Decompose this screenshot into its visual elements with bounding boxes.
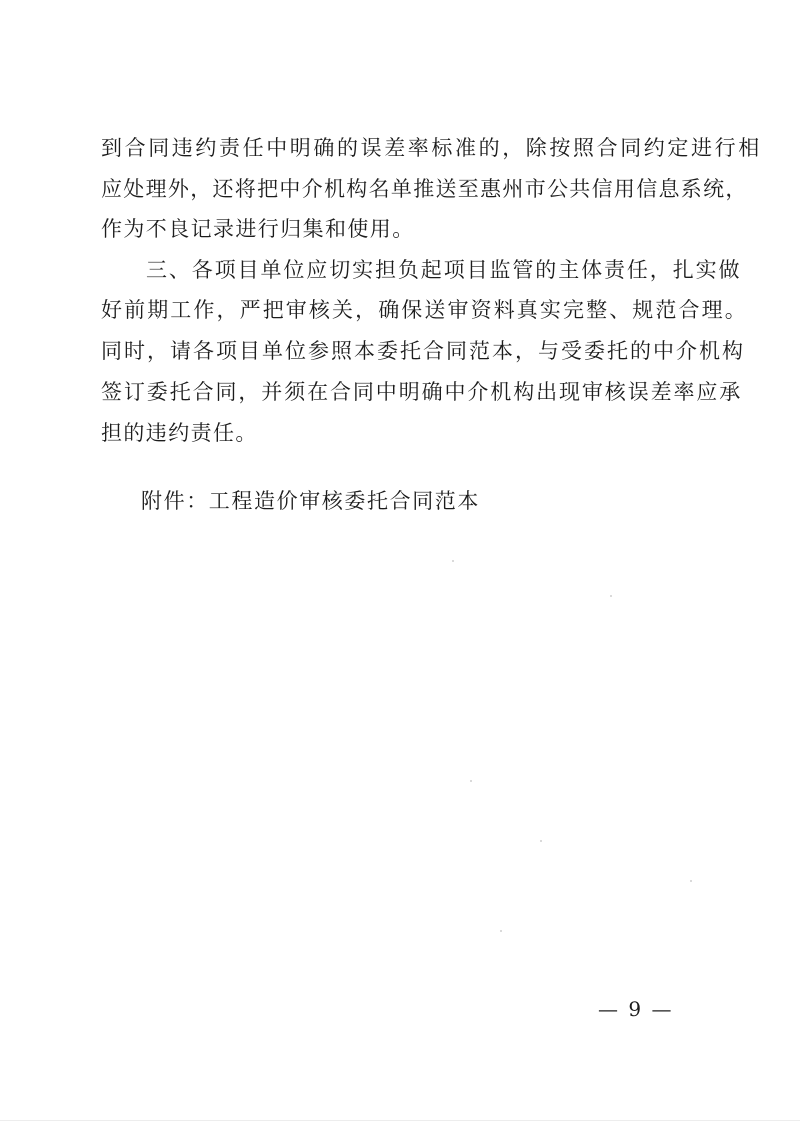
scan-speckle [470,780,472,782]
attachment-line: 附件：工程造价审核委托合同范本 [141,489,480,513]
scan-speckle [500,930,502,932]
scan-speckle [690,880,692,882]
body-text-line: 作为不良记录进行归集和使用。 [101,217,415,241]
scan-speckle [610,595,612,597]
scan-speckle [540,840,542,842]
body-text-line: 担的违约责任。 [101,421,258,445]
body-text-line: 同时，请各项目单位参照本委托合同范本，与受委托的中介机构 [101,339,745,363]
body-text-line: 应处理外，还将把中介机构名单推送至惠州市公共信用信息系统， [101,177,748,201]
body-text-line: 签订委托合同，并须在合同中明确中介机构出现审核误差率应承 [101,380,743,404]
body-text-line: 好前期工作，严把审核关，确保送审资料真实完整、规范合理。 [101,298,748,322]
body-text-line: 到合同违约责任中明确的误差率标准的，除按照合同约定进行相 [101,136,762,160]
page-number: — 9 — [598,997,674,1021]
scan-speckle [452,560,454,562]
scan-edge-line [0,1120,800,1121]
section-three-first-line: 三、各项目单位应切实担负起项目监管的主体责任，扎实做 [146,258,742,282]
